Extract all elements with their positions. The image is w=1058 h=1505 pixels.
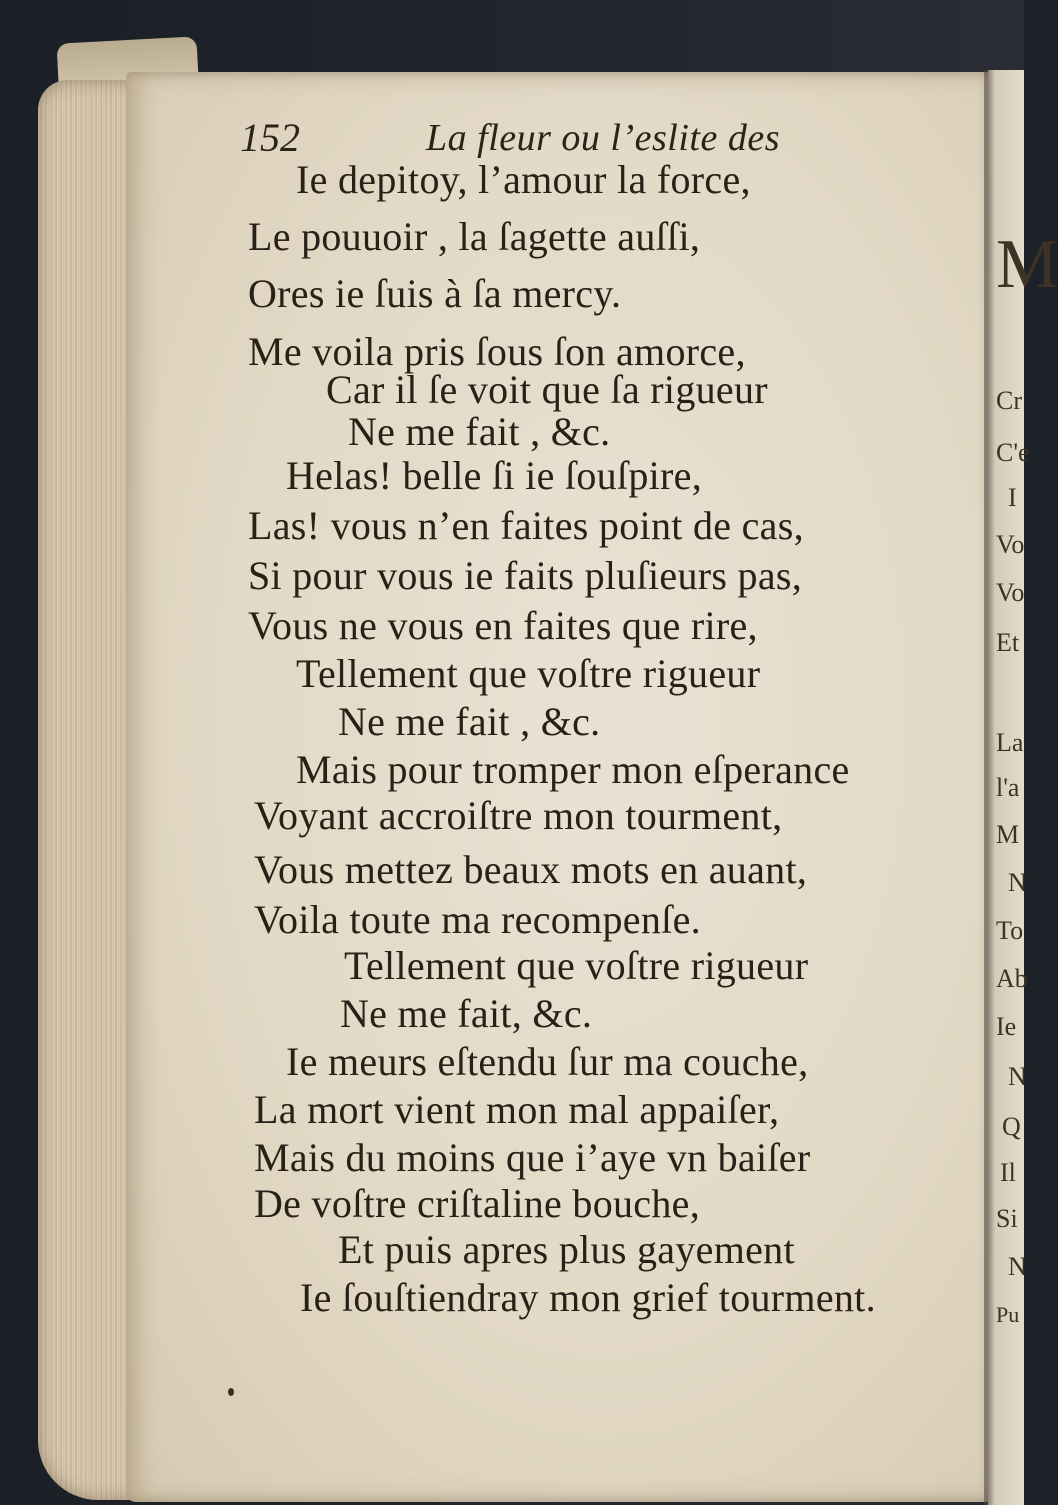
facing-fragment: I [1008,483,1017,512]
verse-line: Mais pour tromper mon eſperance [296,747,850,792]
verse-line: Car il ſe voit que ſa rigueur [326,367,768,412]
verse-line: Si pour vous ie faits pluſieurs pas, [248,553,803,598]
facing-fragment: Ab [996,964,1028,993]
facing-fragment: Vo [996,530,1025,559]
verse-line: Ie ſouſtiendray mon grief tourment. [300,1275,876,1320]
verse-line: Tellement que voſtre rigueur [296,651,761,696]
page-number: 152 [240,115,300,160]
verse-line: Le pouuoir , la ſagette auſſi, [248,214,701,259]
facing-fragment: Vo [996,578,1025,607]
facing-fragment: La [996,728,1024,757]
facing-fragment: C'e [996,438,1030,467]
verse-line: Me voila pris ſous ſon amorce, [248,329,746,374]
facing-fragment: M [996,820,1020,849]
verse-line: Ne me fait , &c. [338,699,601,744]
verse-line: Mais du moins que i’aye vn baiſer [254,1135,811,1180]
verse-line: Ne me fait , &c. [348,409,611,454]
facing-fragment: N [1008,1062,1027,1091]
verse-line: De voſtre criſtaline bouche, [254,1181,700,1226]
verse-line: Voila toute ma recompenſe. [254,897,701,942]
verse-line: Tellement que voſtre rigueur [344,943,809,988]
ink-speck [228,1388,234,1396]
verse-line: Vous mettez beaux mots en auant, [254,847,808,892]
facing-fragment: M [996,226,1058,303]
facing-page [988,70,1058,1505]
facing-fragment: l'a [996,773,1020,802]
verse-line: Las! vous n’en faites point de cas, [248,503,804,548]
facing-fragment: Il [1000,1158,1016,1187]
verse-line: Ie meurs eſtendu ſur ma couche, [286,1039,809,1084]
facing-fragment: Cr [996,386,1022,415]
facing-fragment: Q [1002,1112,1021,1141]
running-title: La fleur ou l’eslite des [426,117,780,159]
facing-fragment: Pu [996,1302,1020,1327]
facing-fragment: Et [996,628,1020,657]
verse-line: Voyant accroiſtre mon tourment, [254,793,783,838]
facing-fragment: Ie [996,1012,1017,1041]
verse-line: Helas! belle ſi ie ſouſpire, [286,453,703,498]
verse-line: Vous ne vous en faites que rire, [248,603,758,648]
facing-fragment: Si [996,1204,1018,1233]
facing-fragment: To [996,916,1024,945]
verse-line: Ne me fait, &c. [340,991,593,1036]
facing-fragment: N [1008,868,1027,897]
verse-line: La mort vient mon mal appaiſer, [254,1087,780,1132]
verse-line: Ie depitoy, l’amour la force, [296,157,751,202]
facing-fragment: N [1008,1252,1027,1281]
verse-line: Ores ie ſuis à ſa mercy. [248,271,622,316]
verse-line: Et puis apres plus gayement [338,1227,795,1272]
